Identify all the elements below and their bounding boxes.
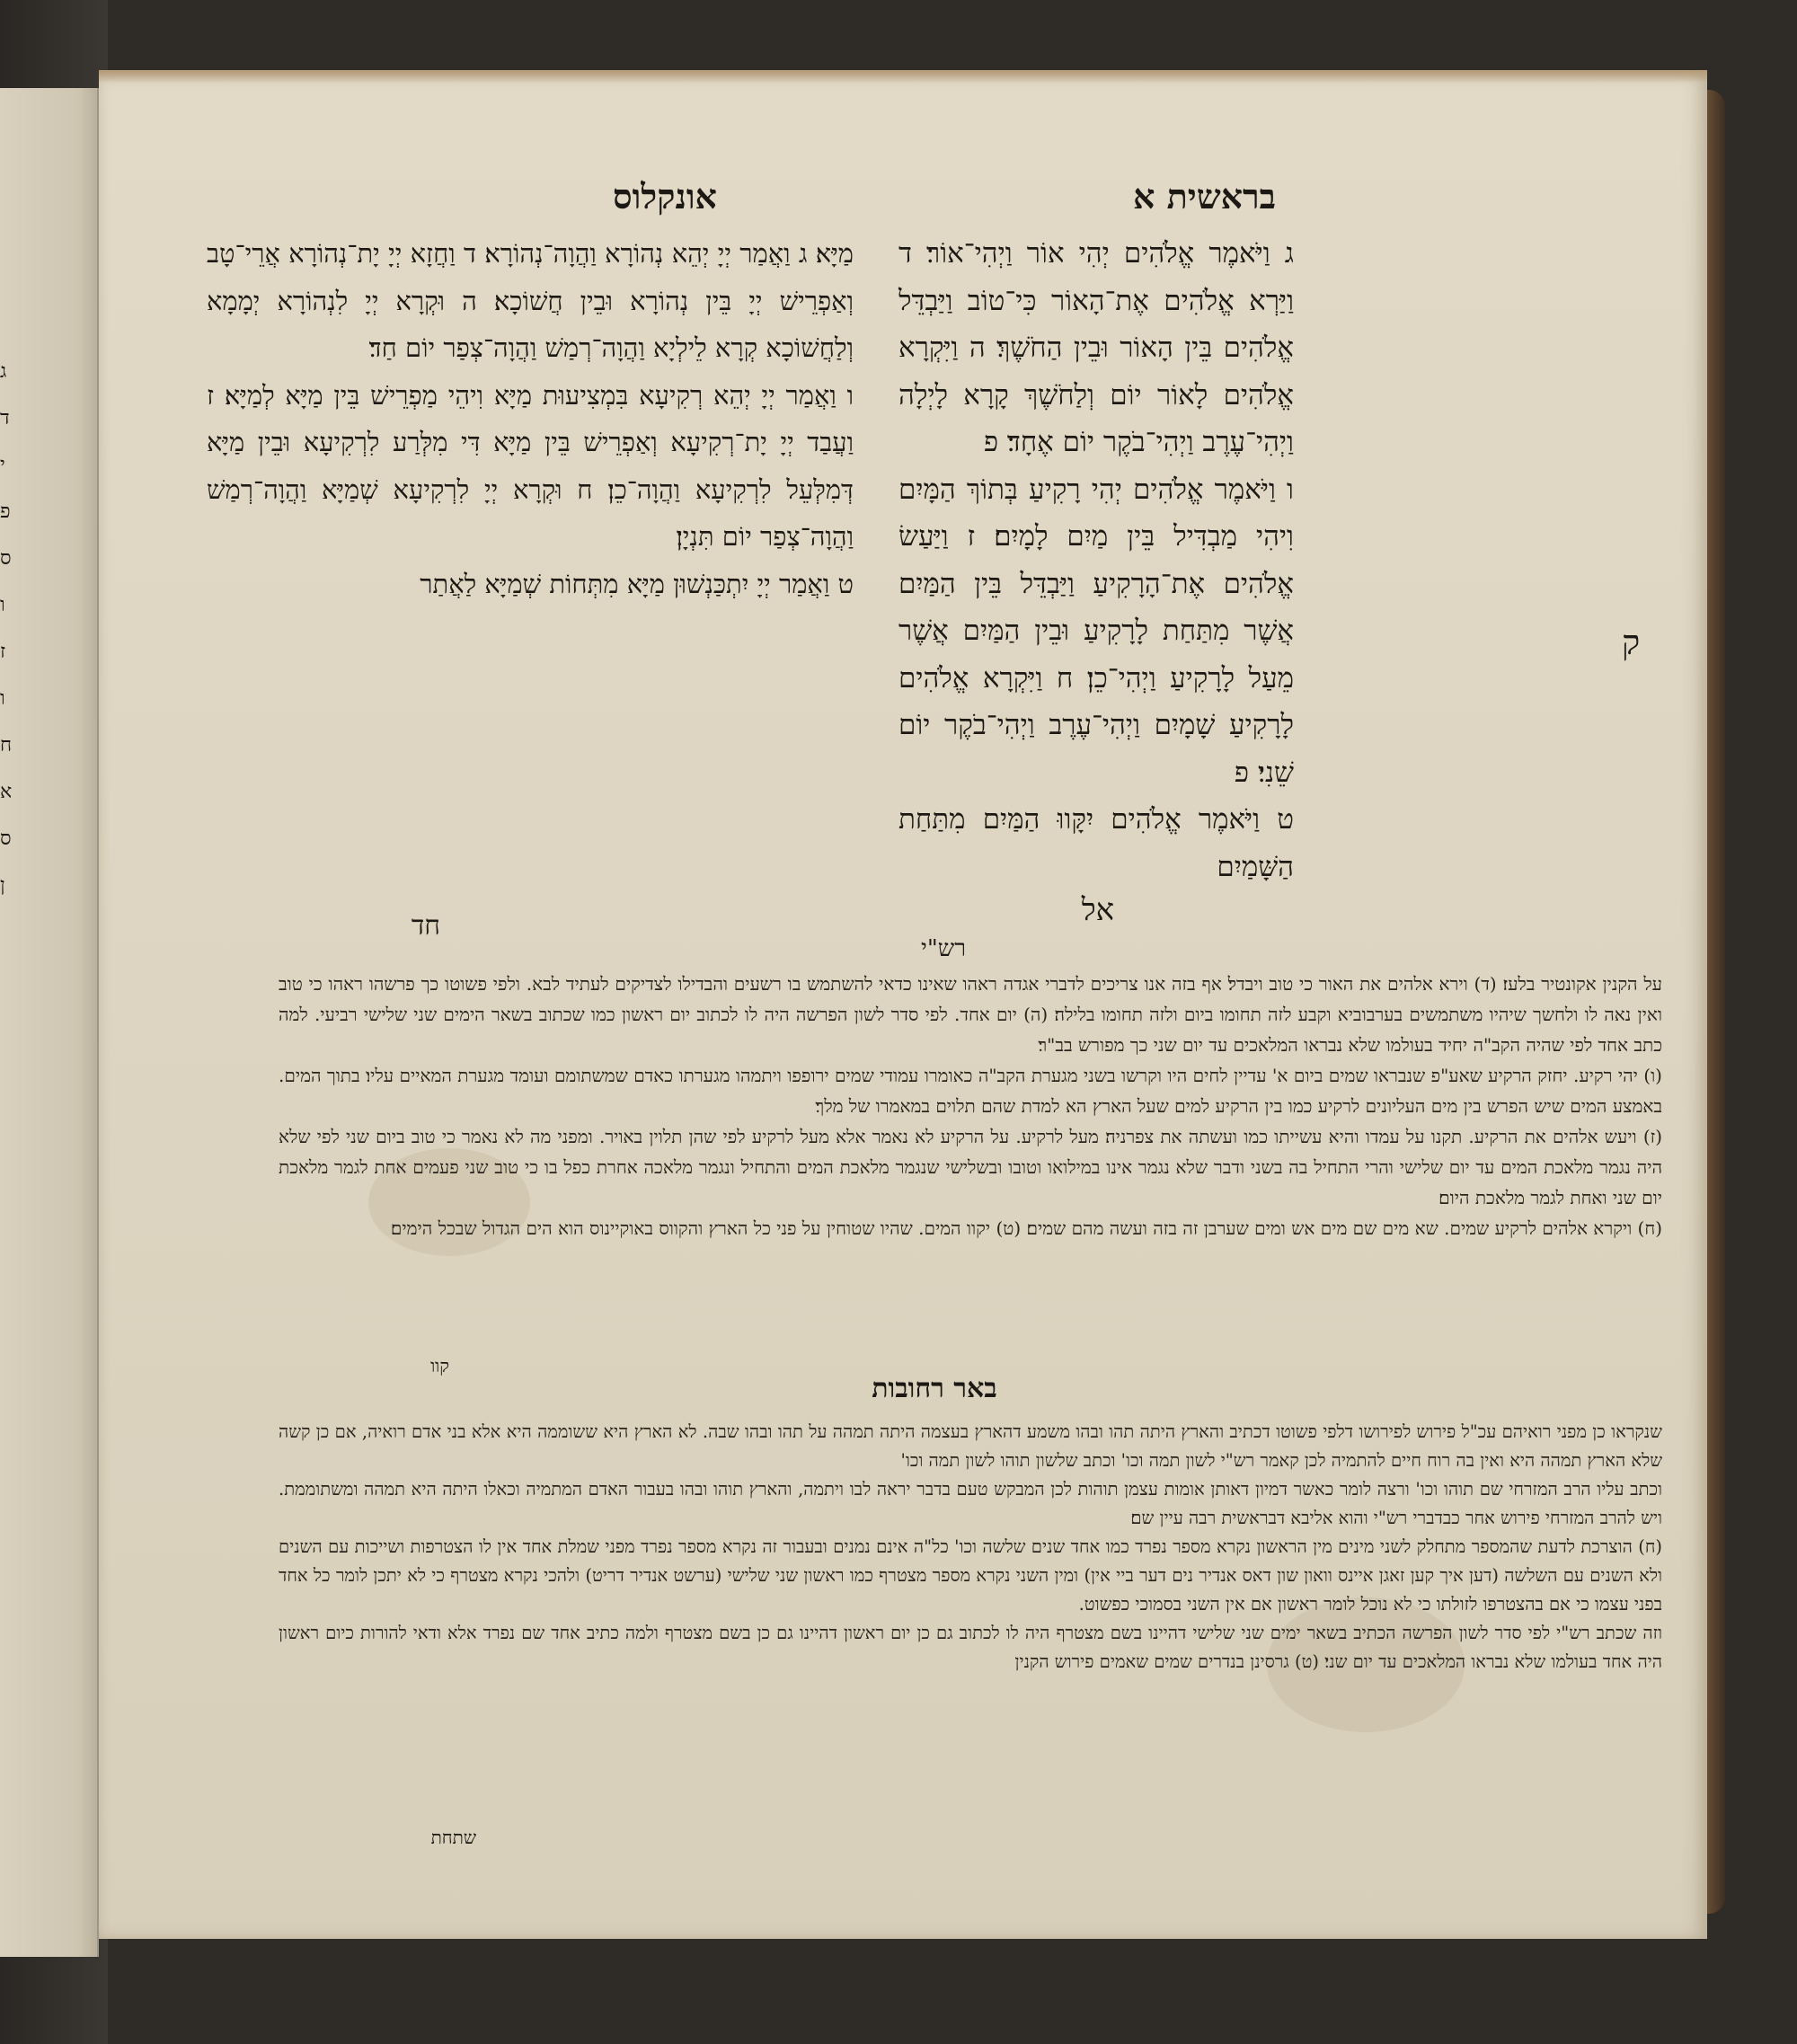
margin-letter: ו (0, 594, 5, 616)
page-top-stain (99, 70, 1707, 83)
margin-letter: ס (0, 547, 12, 570)
torah-paragraph: ג וַיֹּאמֶר אֱלֹהִים יְהִי אוֹר וַיְהִי־אוֹר׃ ד וַיַּרְא אֱלֹהִים אֶת־הָאוֹר כִּי־טוֹב וַיַּבְדֵּל אֱלֹהִים בֵּין הָאוֹר וּבֵין הַחֹשֶׁךְ׃ ה וַיִּקְרָא אֱלֹהִים לָאוֹר יוֹם וְלַחֹשֶׁךְ קָרָא לָיְלָה וַיְהִי־עֶרֶב וַיְהִי־בֹקֶר יוֹם אֶחָד׃ פ (898, 237, 1294, 458)
torah-text-column (898, 230, 1294, 890)
beer-paragraph: וכתב עליו הרב המזרחי שם תוהו וכו' ורצה לומר כאשר דמיון דאותן אומות עצמן תוהות לכן המבקש טעם בדבר יראה לבו ויתמה, והארץ תוהו ובהו בעבור האדם המתמיה וכאלו היתה היא תמהה ומשתוממת. ויש להרב המזרחי פירוש אחר כבדברי רש"י והוא אליבא דבראשית רבה עיין שם׃ (279, 1479, 1662, 1528)
margin-letter: ז (0, 641, 6, 663)
margin-letter: פ (0, 500, 11, 523)
onkelos-paragraph: ט וַאֲמַר יְיָ יִתְכַּנְשׁוּן מַיָּא מִתְּחוֹת שְׁמַיָּא לַאֲתַר (420, 568, 854, 599)
rashi-paragraph: (ו) יהי רקיע. יחזק הרקיע שאע"פ שנבראו שמים ביום א' עדיין לחים היו וקרשו בשני מגערת הקב"ה כאומרו עמודי שמים ירופפו ויתמהו מגערתו כאדם שמשתומם ועומד מגערת המאיים עליו׃ בתוך המים. באמצע המים שיש הפרש בין מים העליונים לרקיע כמו בין הרקיע למים שעל הארץ הא למדת שהם תלוים במאמרו של מלך׃ (279, 1065, 1662, 1117)
rashi-paragraph: (ז) ויעש אלהים את הרקיע. תקנו על עמדו והיא עשייתו כמו ועשתה את צפרניה׃ מעל לרקיע. על הרקיע לא נאמר אלא מעל לרקיע לפי שהן תלוין באויר. ומפני מה לא נאמר כי טוב ביום שני לפי שלא היה נגמר מלאכת המים עד יום שלישי והרי התחיל בה בשני ודבר שלא נגמר אינו במילואו וטובו ובשלישי שנגמר מלאכת המים והתחיל ונגמר מלאכה אחרת כפל בו כי טוב שני פעמים אחת לגמר מלאכת יום שני ואחת לגמר מלאכת היום׃ (279, 1126, 1663, 1208)
margin-letter: ח (0, 734, 13, 757)
torah-paragraph: ו וַיֹּאמֶר אֱלֹהִים יְהִי רָקִיעַ בְּתוֹךְ הַמָּיִם וִיהִי מַבְדִּיל בֵּין מַיִם לָמָיִם׃ ז וַיַּעַשׂ אֱלֹהִים אֶת־הָרָקִיעַ וַיַּבְדֵּל בֵּין הַמַּיִם אֲשֶׁר מִתַּחַת לָרָקִיעַ וּבֵין הַמַּיִם אֲשֶׁר מֵעַל לָרָקִיעַ וַיְהִי־כֵן׃ ח וַיִּקְרָא אֱלֹהִים לָרָקִיעַ שָׁמָיִם וַיְהִי־עֶרֶב וַיְהִי־בֹקֶר יוֹם שֵׁנִי׃ פ (898, 473, 1294, 789)
torah-catchword: אל (1081, 892, 1114, 928)
facing-page-margin-letters (0, 349, 20, 909)
facing-page-left (0, 88, 99, 1957)
beer-paragraph: שנקראו כן מפני רואיהם עכ"ל פירוש לפירושו דלפי פשוטו דכתיב והארץ היתה תהו ובהו משמע דהארץ בעצמה היתה תמהה על תהו ובהו שבה. לא הארץ היא ששוממה היא אלא בני אדם רואיה, אם כן קשה שלא הארץ תמהה היא ואין בה רוח חיים להתמיה לכן קאמר רש"י לשון תמה וכו' וכתב שלשון תוהו לשון תמה וכו' (279, 1421, 1662, 1471)
onkelos-paragraph: מַיָּא׃ ג וַאֲמַר יְיָ יְהֵא נְהוֹרָא וַהֲוָה־נְהוֹרָא׃ ד וַחֲזָא יְיָ יָת־נְהוֹרָא אֲרֵי־טָב וְאַפְרֵישׁ יְיָ בֵּין נְהוֹרָא וּבֵין חֲשׁוֹכָא׃ ה וּקְרָא יְיָ לִנְהוֹרָא יְמָמָא וְלַחֲשׁוֹכָא קְרָא לֵילְיָא וַהֲוָה־רְמַשׁ וַהֲוָה־צְפַר יוֹם חַד׃ (207, 238, 854, 363)
rashi-paragraph: על הקנין אקונטיר בלעז׃ (ד) וירא אלהים את האור כי טוב ויבדל׃ אף בזה אנו צריכים לדברי אגדה ראהו שאינו כדאי להשתמש בו רשעים והבדילו לצדיקים לעתיד לבא. ולפי פשוטו כך פרשהו ראהו כי טוב ואין נאה לו ולחשך שיהיו משתמשים בערבוביא וקבע לזה תחומו ביום ולזה תחומו בלילה׃ (ה) יום אחד. לפי סדר לשון הפרשה היה לו לכתוב יום ראשון כמו שכתוב בשאר הימים שני שלישי רביעי. למה כתב אחד לפי שהיה הקב"ה יחיד בעולמו שלא נבראו המלאכים עד יום שני כך מפורש בב"ר׃ (279, 973, 1662, 1056)
rashi-heading: רש"י (921, 935, 966, 962)
signature-mark: ק (1621, 623, 1641, 662)
margin-letter: א (0, 781, 13, 803)
rashi-paragraph: (ח) ויקרא אלהים לרקיע שמים. שא מים שם מים אש ומים שערבן זה בזה ועשה מהם שמים׃ (ט) יקוו המים. שהיו שטוחין על פני כל הארץ והקווס באוקיינוס הוא הים הגדול שבכל הימים׃ (390, 1217, 1662, 1239)
margin-letter: י (0, 454, 5, 476)
page-recto (99, 70, 1707, 1939)
rashi-catchword: קוו (430, 1355, 449, 1376)
margin-letter: ס (0, 827, 12, 850)
running-head-onkelos: אונקלוס (613, 176, 717, 217)
running-head-book-chapter: בראשית א (1132, 176, 1276, 217)
torah-paragraph: ט וַיֹּאמֶר אֱלֹהִים יִקָּווּ הַמַּיִם מִתַּחַת הַשָּׁמַיִם (898, 803, 1294, 883)
beer-paragraph: (ח) הוצרכת לדעת שהמספר מתחלק לשני מינים מין הראשון נקרא מספר נפרד כמו אחד שנים שלשה וכו' כל"ה אינם נמנים ובעבור זה נקרא מספר נפרד מפני שמלת אחד אין לו הצטרפות ושייכות עם השנים ולא השנים עם השלשה (דען איך קען זאגן איינס וואון שון דאס אנדיר נים דער ביי אין) ומין השני נקרא מספר מצטרף כמו ראשון שני שלישי (ערשט אנדיר דריט) ולהכי נקרא מצטרף כי לא יתכן לומר כל אחד בפני עצמו כי אם בהצטרפו לזולתו כי לא נוכל לומר ראשון אם אין השני בסמוכי כפשוט. (279, 1536, 1662, 1615)
beer-rechovot-heading: באר רחובות (872, 1373, 997, 1404)
onkelos-paragraph: ו וַאֲמַר יְיָ יְהֵא רְקִיעָא בִּמְצִיעוּת מַיָּא וִיהֵי מַפְרֵישׁ בֵּין מַיָּא לְמַיָּא׃ ז וַעֲבַד יְיָ יָת־רְקִיעָא וְאַפְרֵישׁ בֵּין מַיָּא דִּי מִלְּרַע לִרְקִיעָא וּבֵין מַיָּא דְּמִלְּעֵל לִרְקִיעָא וַהֲוָה־כֵן׃ ח וּקְרָא יְיָ לִרְקִיעָא שְׁמַיָּא וַהֲוָה־רְמַשׁ וַהֲוָה־צְפַר יוֹם תִּנְיָן׃ (207, 379, 854, 552)
onkelos-catchword: חד (411, 910, 440, 942)
margin-letter: ו (0, 687, 5, 710)
beer-paragraph: וזה שכתב רש"י לפי סדר לשון הפרשה הכתיב בשאר ימים שני שלישי דהיינו בשם מצטרף היה לו לכתוב גם כן יום ראשון דהיינו גם כן בשם מצטרף ולמה כתיב אחד שם נפרד אלא ודאי להורות כיום ראשון היה אחד בעולמו שלא נבראו המלאכים עד יום שני׃ (ט) גרסינן בנדרים שמים שאמים פירוש הקנין (279, 1623, 1662, 1672)
rashi-commentary (279, 969, 1662, 1243)
beer-catchword: שתחת (430, 1827, 476, 1848)
onkelos-text-column (207, 230, 854, 607)
margin-letter: ד (0, 407, 10, 429)
margin-letter: ן (0, 874, 5, 897)
beer-rechovot-commentary (279, 1418, 1662, 1677)
margin-letter: ג (0, 360, 7, 383)
